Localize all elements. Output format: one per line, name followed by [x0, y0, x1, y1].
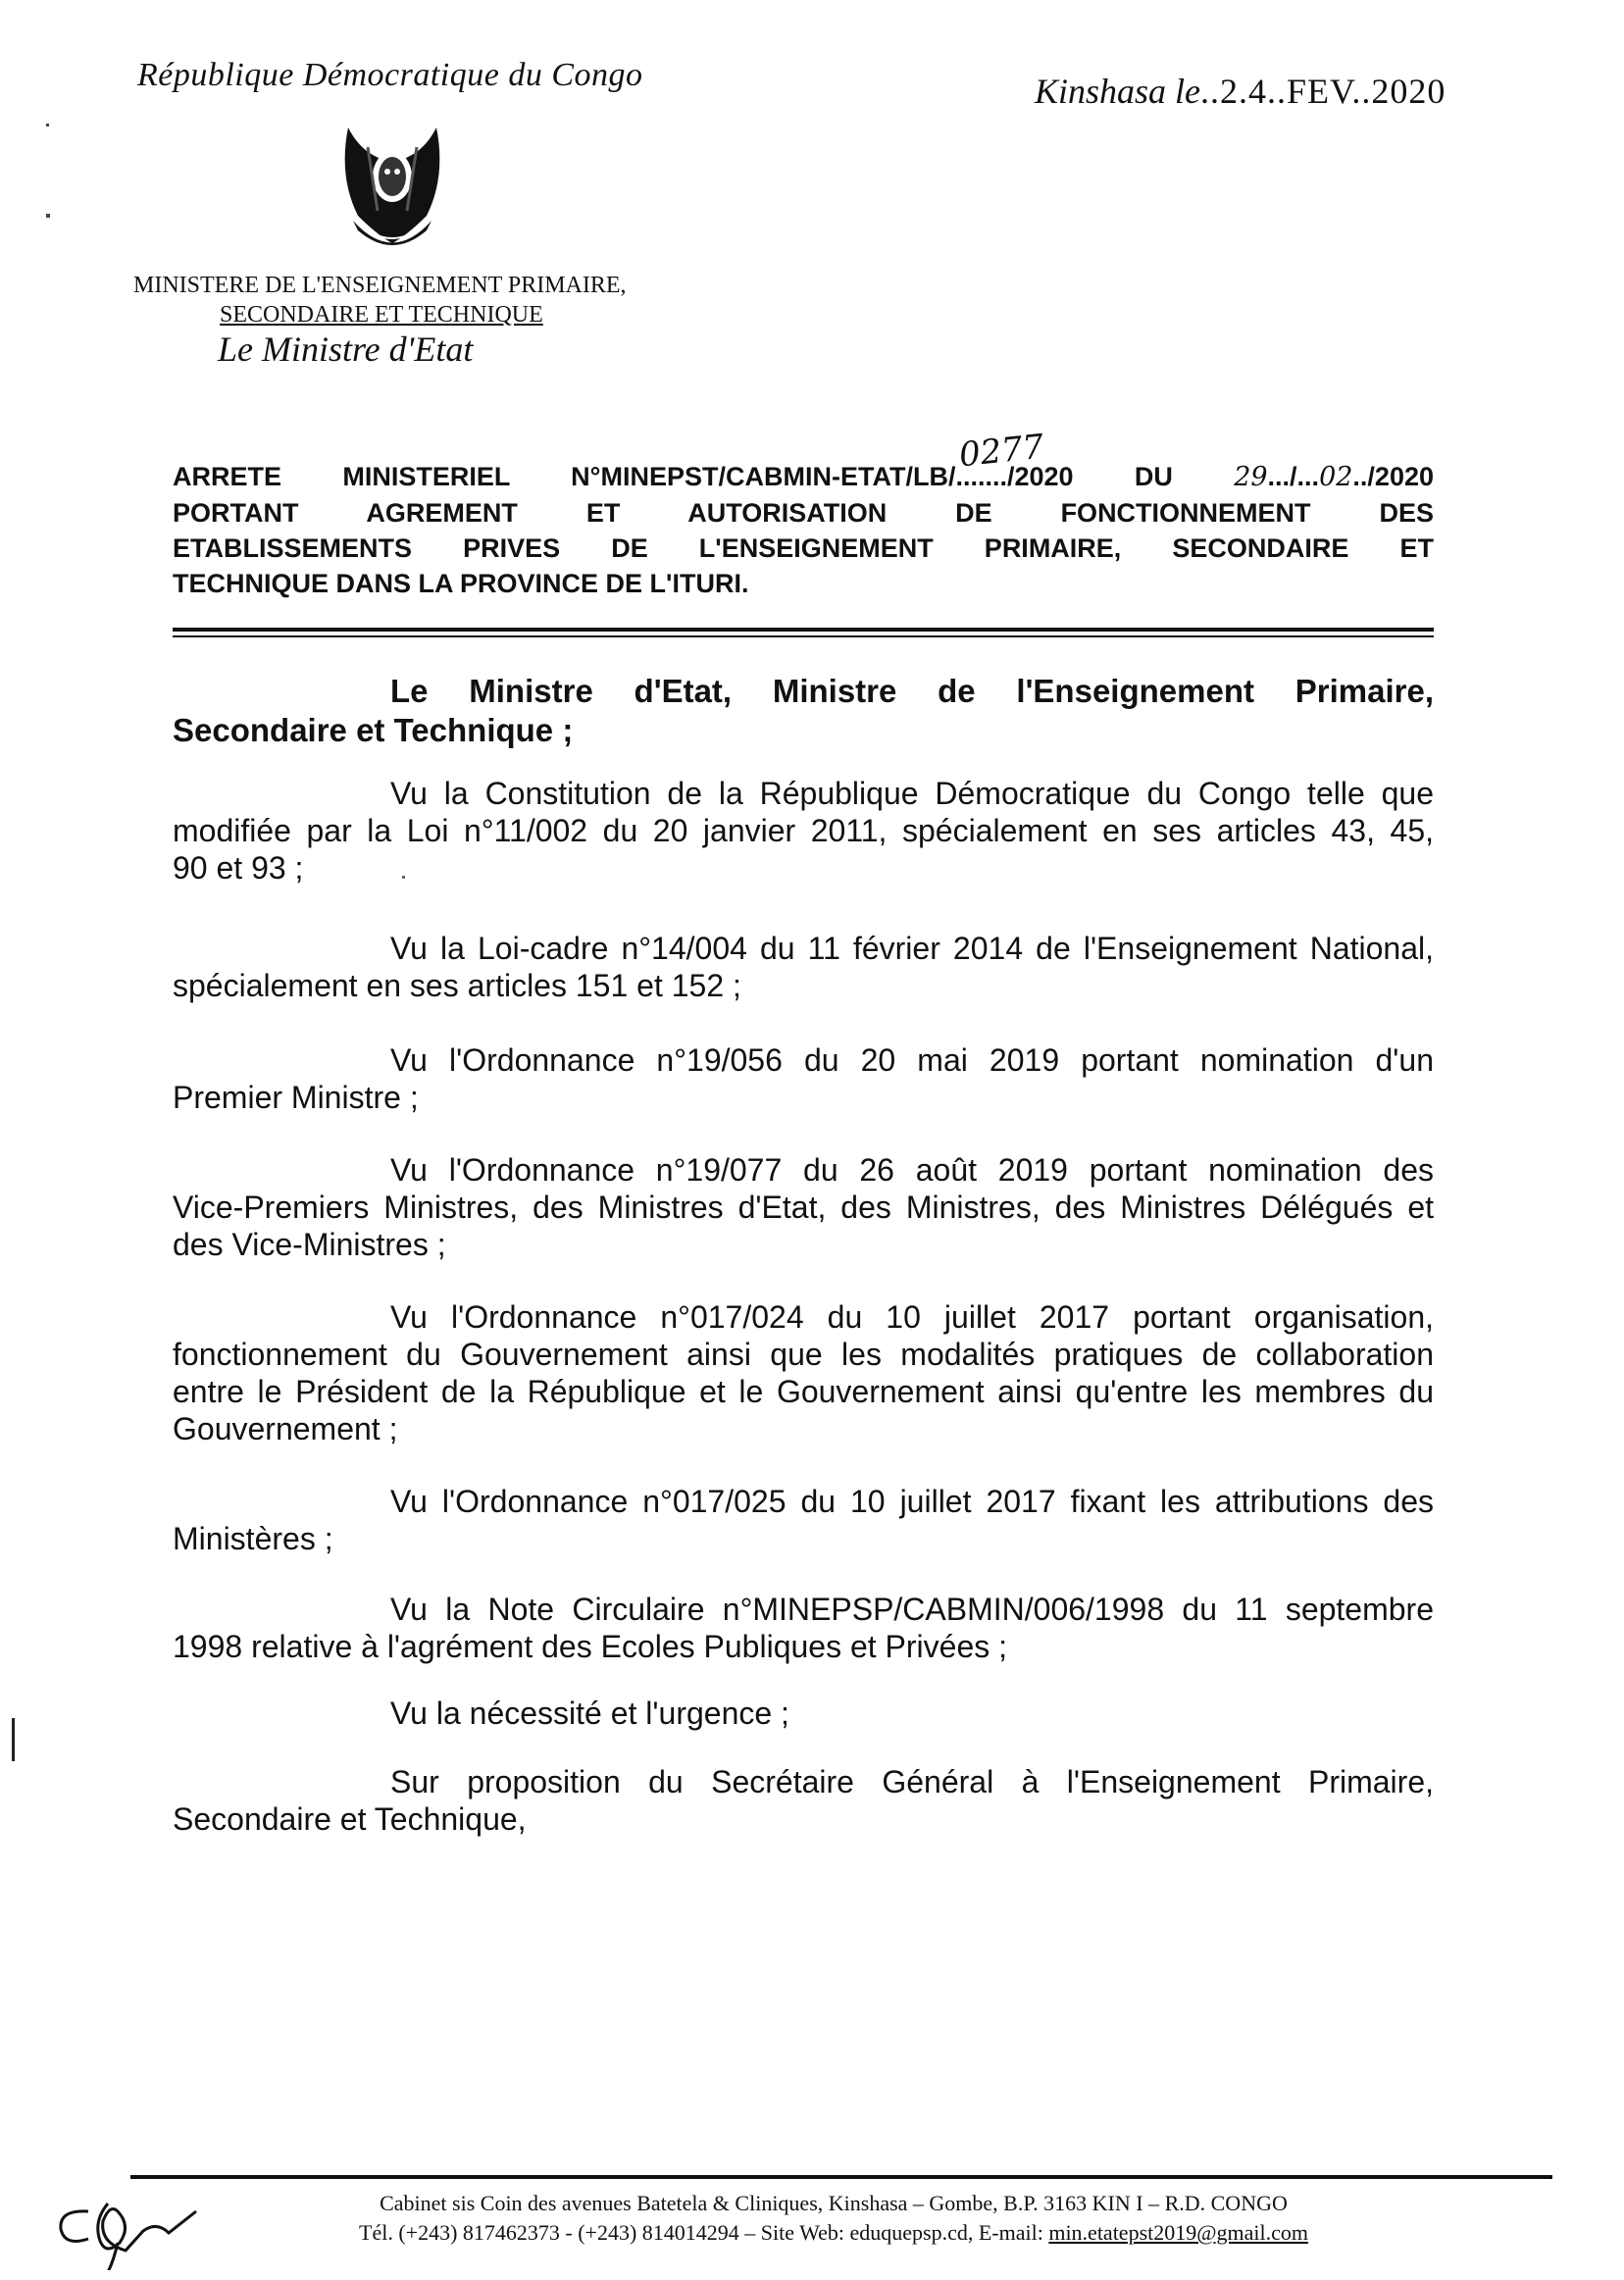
- recital-line: spécialement en ses articles 151 et 152 ;: [173, 968, 741, 1003]
- recital-line: entre le Président de la République et le Gouvernement ainsi qu'entre les membres du: [173, 1374, 1434, 1409]
- title-rule-thin: [173, 635, 1434, 637]
- title-line-2: PORTANT AGREMENT ET AUTORISATION DE FONCTIONNEMENT DES: [173, 498, 1434, 528]
- handwritten-day: 29: [1234, 462, 1268, 492]
- recital-line: Vu l'Ordonnance n°017/025 du 10 juillet 2017 fixant les attributions des: [390, 1484, 1434, 1519]
- recital-line: fonctionnement du Gouvernement ainsi que les modalités pratiques de collaboration: [173, 1337, 1434, 1372]
- title-line-3: ETABLISSEMENTS PRIVES DE L'ENSEIGNEMENT PRIMAIRE, SECONDAIRE ET: [173, 533, 1434, 563]
- recital-line: Vu la Loi-cadre n°14/004 du 11 février 2014 de l'Enseignement National,: [390, 931, 1434, 966]
- decree-title: [173, 459, 1434, 601]
- recital-proposition: [173, 1763, 1434, 1838]
- minister-title: Le Ministre d'Etat: [218, 329, 474, 369]
- recital-line: Sur proposition du Secrétaire Général à l'Enseignement Primaire,: [390, 1764, 1434, 1799]
- minister-intro: [173, 672, 1434, 750]
- recital-line: Secondaire et Technique,: [173, 1801, 527, 1837]
- intro-line-2: Secondaire et Technique ;: [173, 712, 574, 748]
- date-prefix: Kinshasa le: [1035, 72, 1201, 111]
- title-line-1-prefix: ARRETE MINISTERIEL N°MINEPST/CABMIN-ETAT/LB/......./2020 DU: [173, 462, 1235, 491]
- title-line-4: TECHNIQUE DANS LA PROVINCE DE L'ITURI.: [173, 569, 749, 598]
- recital-line: 90 et 93 ;: [173, 850, 304, 886]
- coat-of-arms-emblem: [329, 118, 456, 265]
- recital-ordonnance-017-025: [173, 1483, 1434, 1557]
- recital-line: Vu l'Ordonnance n°19/077 du 26 août 2019 portant nomination des: [390, 1152, 1434, 1188]
- recital-constitution: [173, 775, 1434, 887]
- handwritten-decree-number: 0277: [957, 427, 1046, 476]
- footer-rule: [130, 2175, 1552, 2179]
- recital-line: modifiée par la Loi n°11/002 du 20 janvier 2011, spécialement en ses articles 43, 45,: [173, 813, 1434, 848]
- handwritten-month: 02: [1319, 462, 1353, 492]
- title-rule-thick: [173, 628, 1434, 632]
- recital-line: Ministères ;: [173, 1521, 333, 1556]
- ministry-line-1: MINISTERE DE L'ENSEIGNEMENT PRIMAIRE,: [133, 273, 627, 298]
- recital-line: Vu la nécessité et l'urgence ;: [390, 1696, 789, 1731]
- recital-ordonnance-19-056: [173, 1041, 1434, 1116]
- republic-header: République Démocratique du Congo: [137, 57, 643, 93]
- recital-line: Vice-Premiers Ministres, des Ministres d'Etat, des Ministres, des Ministres Délégués et: [173, 1190, 1434, 1225]
- recital-line: des Vice-Ministres ;: [173, 1227, 446, 1262]
- title-year: ../2020: [1352, 462, 1434, 491]
- title-line-1: [173, 459, 1434, 495]
- footer-line-2: [294, 2218, 1373, 2248]
- handwritten-initials: [49, 2182, 226, 2270]
- date-value: ..2.4..FEV..2020: [1200, 72, 1446, 111]
- recital-line: Vu la Constitution de la République Démocratique du Congo telle que: [390, 776, 1434, 811]
- recital-ordonnance-017-024: [173, 1298, 1434, 1447]
- recital-line: Premier Ministre ;: [173, 1080, 419, 1115]
- recital-line: Vu l'Ordonnance n°017/024 du 10 juillet 2017 portant organisation,: [390, 1299, 1434, 1335]
- intro-line-1: Le Ministre d'Etat, Ministre de l'Enseignement Primaire,: [390, 673, 1434, 709]
- footer-line-1: Cabinet sis Coin des avenues Batetela & Cliniques, Kinshasa – Gombe, B.P. 3163 KIN I – R.D. CONGO: [380, 2191, 1288, 2215]
- footer-contact: Tél. (+243) 817462373 - (+243) 814014294 – Site Web: eduquepsp.cd, E-mail:: [359, 2220, 1049, 2245]
- footer-email-link[interactable]: min.etatepst2019@gmail.com: [1048, 2220, 1308, 2245]
- recital-ordonnance-19-077: [173, 1151, 1434, 1263]
- recital-line: Vu l'Ordonnance n°19/056 du 20 mai 2019 portant nomination d'un: [390, 1042, 1434, 1078]
- recital-necessite: [173, 1695, 1434, 1732]
- date-line: [1035, 71, 1446, 112]
- recital-line: 1998 relative à l'agrément des Ecoles Publiques et Privées ;: [173, 1629, 1008, 1664]
- recital-loi-cadre: [173, 930, 1434, 1004]
- ministry-line-2: SECONDAIRE ET TECHNIQUE: [220, 302, 543, 328]
- ministry-name: [133, 271, 627, 329]
- recital-note-circulaire: [173, 1591, 1434, 1665]
- recital-line: Gouvernement ;: [173, 1411, 398, 1446]
- title-date-sep: .../...: [1267, 462, 1320, 491]
- recital-line: Vu la Note Circulaire n°MINEPSP/CABMIN/006/1998 du 11 septembre: [390, 1592, 1434, 1627]
- footer-address: [294, 2189, 1373, 2248]
